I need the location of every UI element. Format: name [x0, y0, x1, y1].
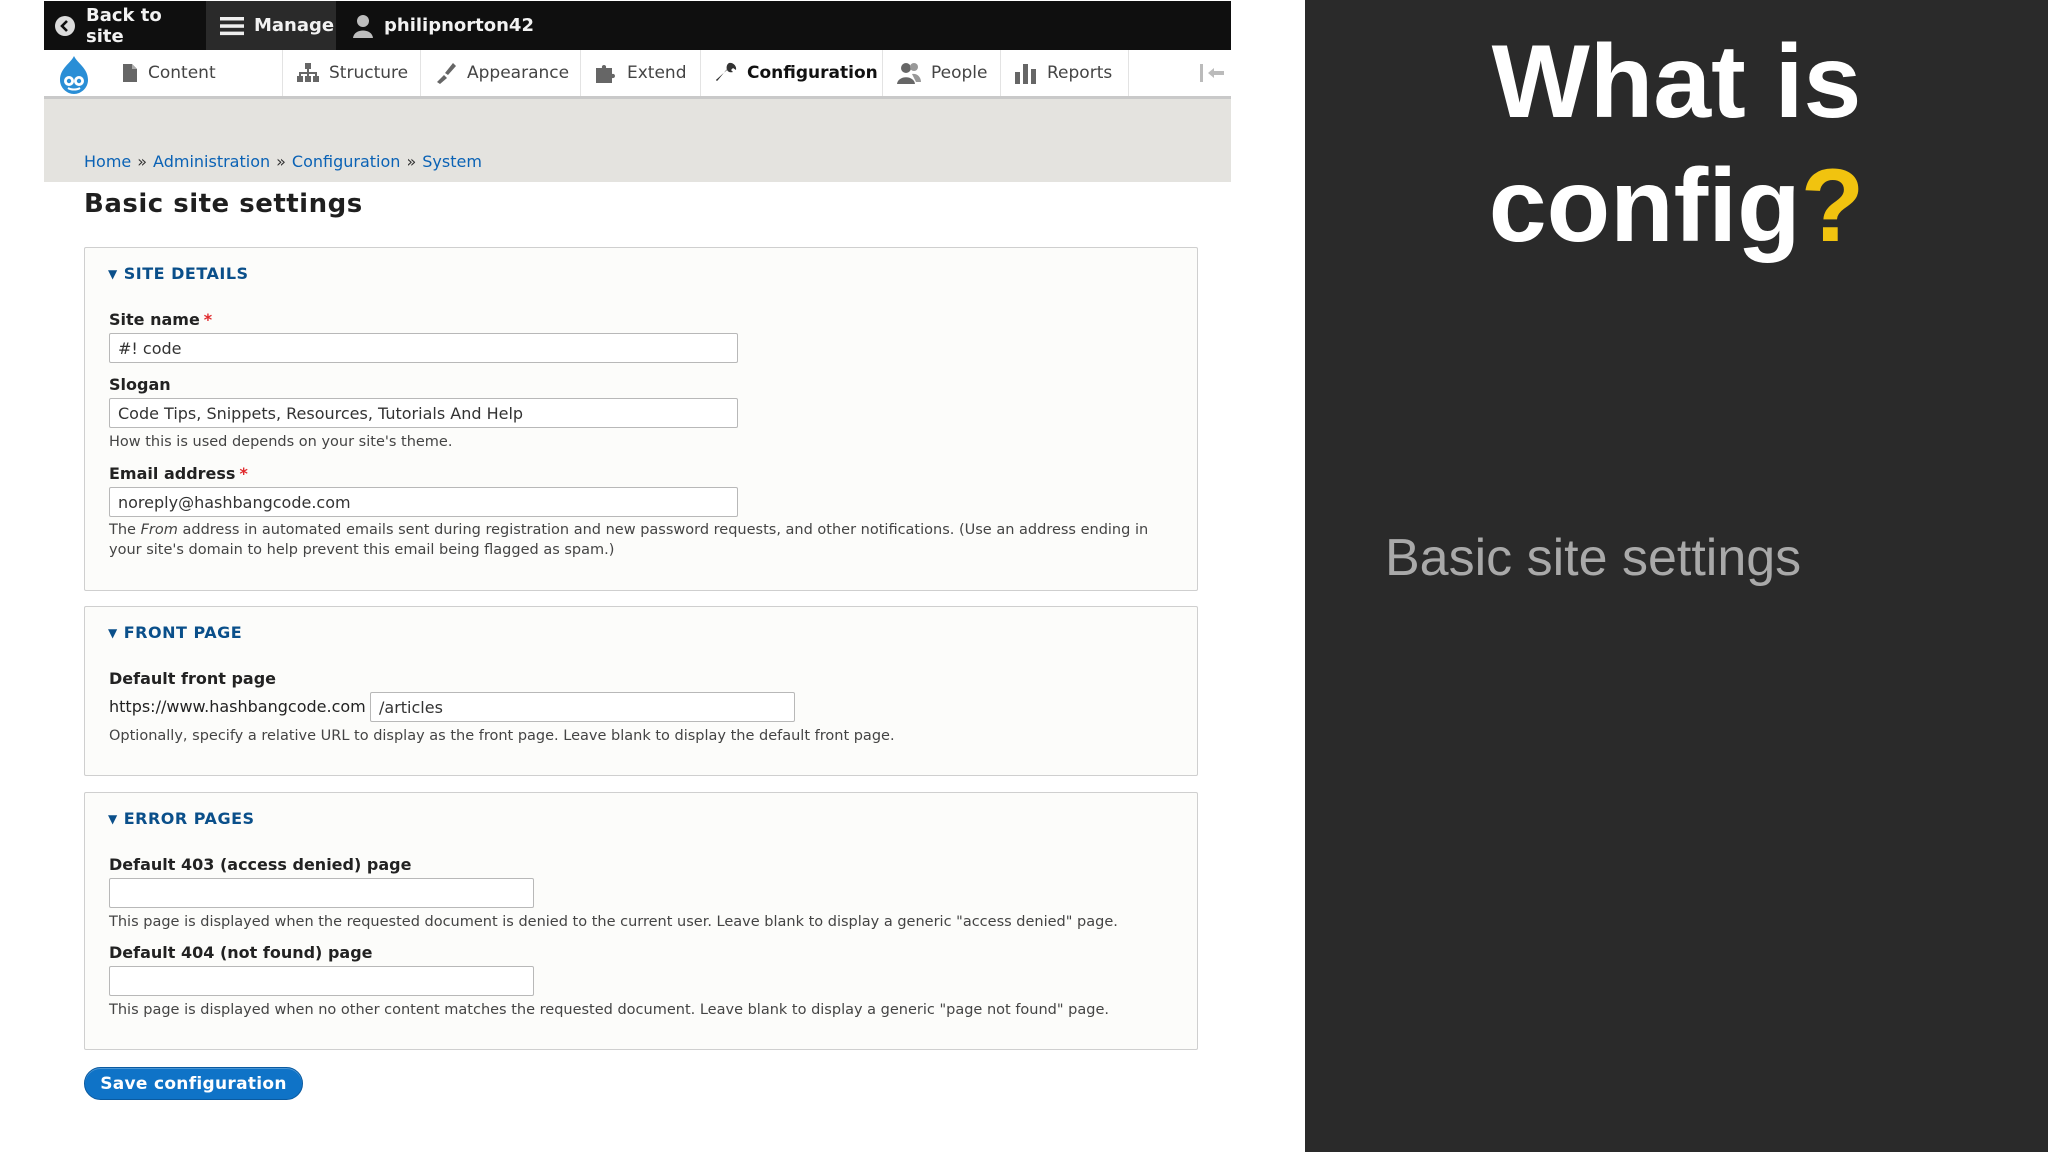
email-label-text: Email address — [109, 464, 236, 483]
email-description — [109, 520, 1179, 560]
tray-item-label: Content — [148, 63, 216, 83]
site-name-label — [109, 310, 212, 329]
drupal-logo-icon[interactable] — [54, 54, 94, 94]
back-arrow-icon — [54, 15, 76, 37]
front-page-input[interactable]: /articles — [370, 692, 795, 722]
breadcrumb-separator: » — [137, 152, 148, 171]
site-name-label-text: Site name — [109, 310, 200, 329]
people-icon — [897, 62, 921, 84]
site-details-summary[interactable] — [108, 264, 249, 283]
tray-item-extend[interactable] — [581, 50, 701, 96]
required-marker: * — [239, 464, 248, 483]
tray-item-label: Configuration — [747, 63, 878, 83]
email-description-emphasis: From — [140, 522, 178, 538]
front-page-summary[interactable] — [108, 623, 242, 642]
expand-triangle-icon: ▼ — [108, 811, 118, 826]
save-configuration-button[interactable]: Save configuration — [84, 1067, 303, 1100]
tray-orientation-toggle-icon[interactable] — [1200, 64, 1226, 86]
required-marker: * — [203, 310, 213, 329]
user-icon — [352, 14, 374, 38]
slogan-input[interactable]: Code Tips, Snippets, Resources, Tutorials And Help — [109, 398, 738, 428]
site-details-summary-label: SITE DETAILS — [123, 264, 249, 283]
slide-title-line1: What is — [1491, 24, 1862, 140]
front-page-fieldset — [84, 606, 1198, 776]
tray-item-label: Reports — [1047, 63, 1113, 83]
error-pages-fieldset — [84, 792, 1198, 1050]
manage-label: Manage — [254, 15, 335, 36]
slogan-label: Slogan — [109, 375, 171, 394]
tray-item-reports[interactable] — [1001, 50, 1129, 96]
tray-item-label: Structure — [329, 63, 409, 83]
admin-toolbar — [44, 1, 1231, 50]
puzzle-icon — [595, 62, 617, 84]
slide-title-question-mark: ? — [1800, 148, 1865, 264]
error-pages-summary-label: ERROR PAGES — [123, 809, 255, 828]
error-404-label: Default 404 (not found) page — [109, 943, 373, 962]
error-403-description: This page is displayed when the requested document is denied to the current user. Leave blank to display a generic "access denied" page. — [109, 914, 1118, 930]
breadcrumb-configuration-link[interactable]: Configuration — [291, 152, 401, 171]
error-pages-summary[interactable] — [108, 809, 255, 828]
email-description-text: The — [109, 522, 141, 538]
front-page-label: Default front page — [109, 669, 276, 688]
error-403-input[interactable] — [109, 878, 534, 908]
admin-tray — [44, 50, 1231, 99]
tray-item-configuration[interactable] — [701, 50, 883, 96]
front-page-description: Optionally, specify a relative URL to display as the front page. Leave blank to display the default front page. — [109, 728, 895, 744]
wrench-icon — [715, 62, 737, 84]
page-title: Basic site settings — [84, 189, 363, 219]
error-404-description: This page is displayed when no other content matches the requested document. Leave blank to display a generic "page not found" page. — [109, 1002, 1109, 1018]
document-icon — [122, 63, 138, 83]
user-tab[interactable] — [346, 1, 552, 50]
email-label — [109, 464, 248, 483]
manage-tab[interactable] — [206, 1, 336, 50]
username-label: philipnorton42 — [384, 15, 534, 36]
front-page-summary-label: FRONT PAGE — [123, 623, 243, 642]
email-description-text: address in automated emails sent during registration and new password requests, and other notifications. (Use an address ending in your site's domain to help prevent this email being flagged as spam.) — [109, 522, 1149, 558]
tray-item-label: Extend — [627, 63, 687, 83]
breadcrumb-system-link[interactable]: System — [422, 152, 482, 171]
slide-subtitle: Basic site settings — [1385, 529, 1802, 587]
tray-item-label: Appearance — [467, 63, 570, 83]
breadcrumb-home-link[interactable]: Home — [84, 152, 132, 171]
slide-title — [1305, 20, 2048, 268]
error-404-input[interactable] — [109, 966, 534, 996]
email-input[interactable]: noreply@hashbangcode.com — [109, 487, 738, 517]
site-name-input[interactable]: #! code — [109, 333, 738, 363]
expand-triangle-icon: ▼ — [108, 266, 118, 281]
expand-triangle-icon: ▼ — [108, 625, 118, 640]
tray-item-people[interactable] — [883, 50, 1001, 96]
back-to-site-label: Back to site — [86, 4, 162, 47]
tray-item-content[interactable] — [108, 50, 283, 96]
hierarchy-icon — [297, 63, 319, 83]
breadcrumb — [84, 152, 482, 171]
slogan-description: How this is used depends on your site's theme. — [109, 434, 453, 450]
drupal-admin — [44, 0, 1231, 1152]
site-details-fieldset — [84, 247, 1198, 591]
breadcrumb-administration-link[interactable]: Administration — [153, 152, 271, 171]
error-403-label: Default 403 (access denied) page — [109, 855, 412, 874]
paintbrush-icon — [435, 62, 457, 84]
back-to-site-link[interactable] — [54, 1, 204, 50]
slide-title-line2: config — [1488, 148, 1801, 264]
tray-item-structure[interactable] — [283, 50, 421, 96]
breadcrumb-separator: » — [276, 152, 286, 171]
breadcrumb-separator: » — [406, 152, 417, 171]
slide-panel — [1305, 0, 2048, 1152]
bar-chart-icon — [1015, 62, 1037, 84]
front-page-url-prefix: https://www.hashbangcode.com — [109, 697, 366, 716]
tray-item-appearance[interactable] — [421, 50, 581, 96]
hamburger-menu-icon — [220, 16, 244, 36]
tray-item-label: People — [931, 63, 988, 83]
